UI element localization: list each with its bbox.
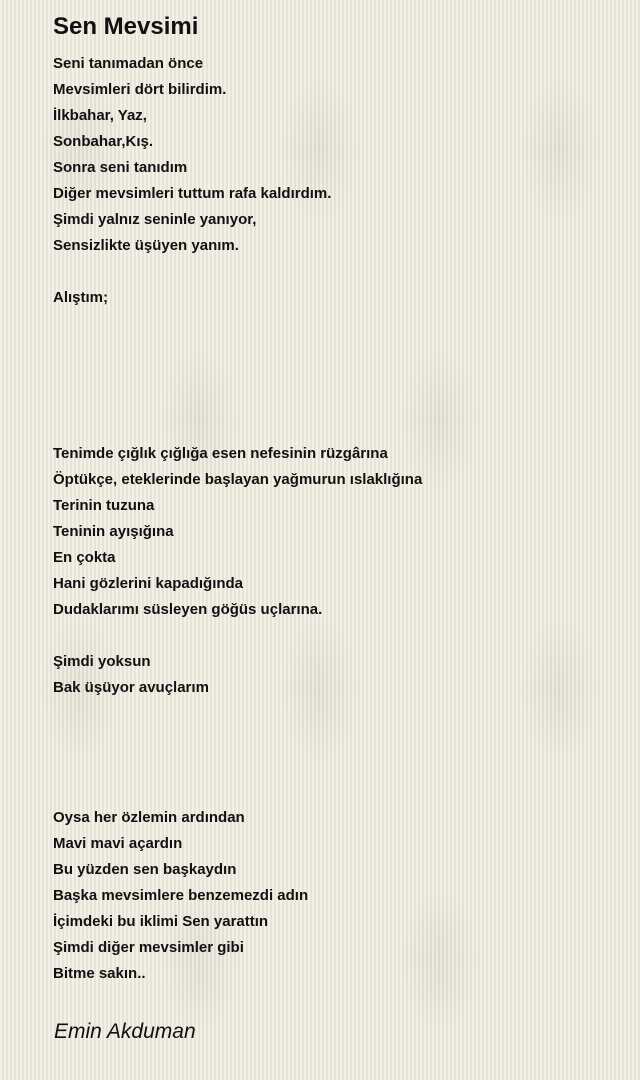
poem-blank-line bbox=[53, 727, 613, 753]
poem-line: Tenimde çığlık çığlığa esen nefesinin rüzgârına bbox=[53, 445, 388, 462]
poem-line: Başka mevsimlere benzemezdi adın bbox=[53, 887, 309, 904]
poem-blank-line bbox=[53, 389, 613, 415]
poem-blank-line bbox=[53, 779, 613, 805]
poem-author: Emin Akduman bbox=[54, 1020, 196, 1043]
poem-line: Diğer mevsimleri tuttum rafa kaldırdım. bbox=[53, 185, 332, 202]
poem-line: Sensizlikte üşüyen yanım. bbox=[53, 237, 239, 254]
poem-line: Seni tanımadan önce bbox=[53, 55, 204, 72]
poem-body bbox=[53, 51, 613, 987]
poem-line: Alıştım; bbox=[53, 289, 109, 306]
poem-line: En çokta bbox=[53, 549, 116, 566]
poem-line: Bitme sakın.. bbox=[53, 965, 146, 982]
poem-blank-line bbox=[53, 623, 613, 649]
poem-line: Sonra seni tanıdım bbox=[53, 159, 188, 176]
poem-blank-line bbox=[53, 311, 613, 337]
poem-blank-line bbox=[53, 753, 613, 779]
poem-blank-line bbox=[53, 363, 613, 389]
poem-line: Terinin tuzuna bbox=[53, 497, 155, 514]
poem-line: Sonbahar,Kış. bbox=[53, 133, 154, 150]
poem-line: Mevsimleri dört bilirdim. bbox=[53, 81, 227, 98]
poem-line: İçimdeki bu iklimi Sen yarattın bbox=[53, 913, 269, 930]
poem-blank-line bbox=[53, 415, 613, 441]
poem-line: Oysa her özlemin ardından bbox=[53, 809, 245, 826]
poem-blank-line bbox=[53, 337, 613, 363]
poem-line: Mavi mavi açardın bbox=[53, 835, 183, 852]
poem-line: Öptükçe, eteklerinde başlayan yağmurun ıslaklığına bbox=[53, 471, 423, 488]
poem-line: Bak üşüyor avuçlarım bbox=[53, 679, 209, 696]
poem-line: Bu yüzden sen başkaydın bbox=[53, 861, 237, 878]
poem-blank-line bbox=[53, 259, 613, 285]
poem-title: Sen Mevsimi bbox=[53, 13, 199, 40]
poem-blank-line bbox=[53, 701, 613, 727]
poem-line: Şimdi yalnız seninle yanıyor, bbox=[53, 211, 257, 228]
poem-line: Hani gözlerini kapadığında bbox=[53, 575, 244, 592]
poem-line: Teninin ayışığına bbox=[53, 523, 174, 540]
poem-line: İlkbahar, Yaz, bbox=[53, 107, 147, 124]
poem-line: Dudaklarımı süsleyen göğüs uçlarına. bbox=[53, 601, 323, 618]
poem-line: Şimdi diğer mevsimler gibi bbox=[53, 939, 244, 956]
poem-line: Şimdi yoksun bbox=[53, 653, 151, 670]
